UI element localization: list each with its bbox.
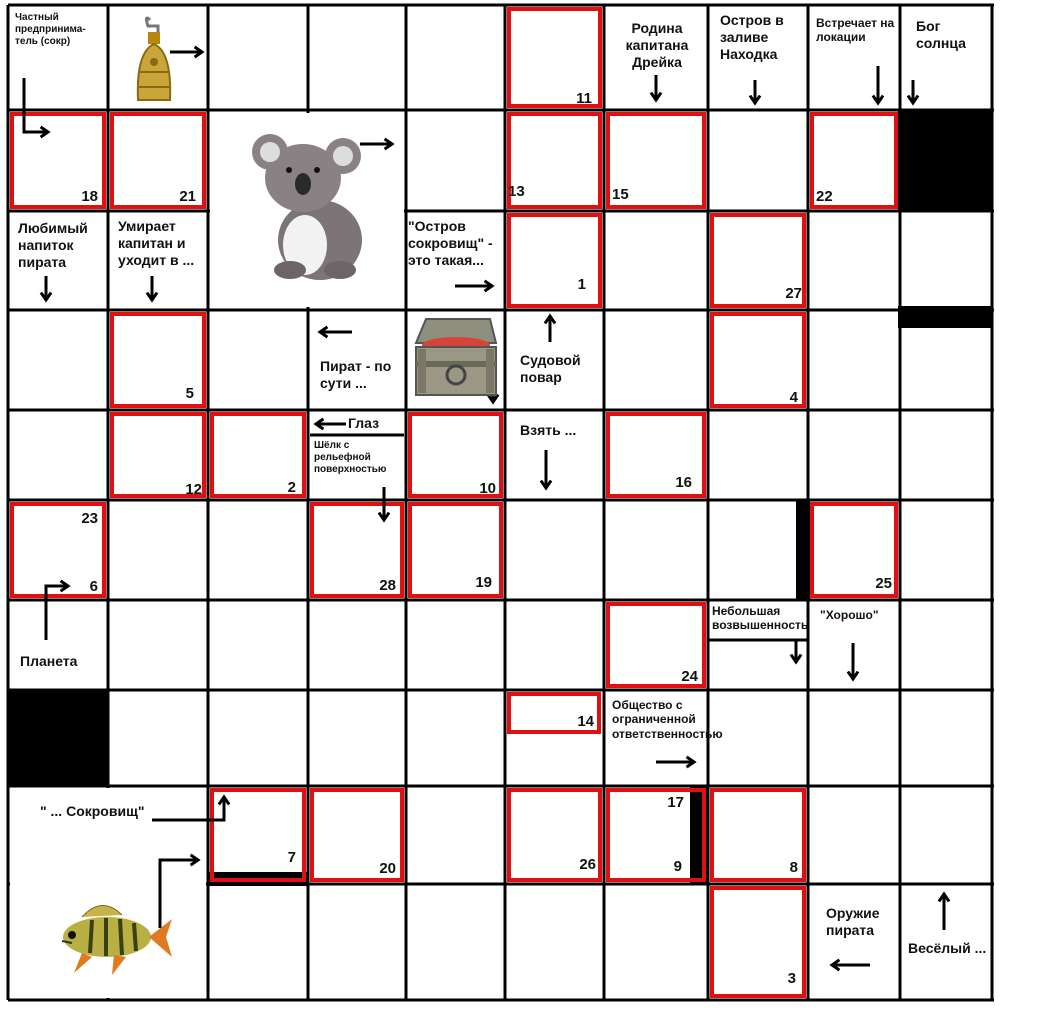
cell-number-8: 8 — [789, 859, 798, 876]
clue-good: "Хорошо" — [820, 608, 879, 622]
cell-number-14: 14 — [577, 713, 594, 730]
clue-drake-homeland: Родина капитана Дрейка — [625, 20, 689, 70]
clue-treasure-island: "Остров сокровищ" - это такая... — [408, 218, 493, 268]
clue-small-hill: Небольшая возвышенность — [712, 604, 809, 633]
cell-number-2: 2 — [287, 479, 296, 496]
cell-number-7: 7 — [287, 849, 296, 866]
clue-meets-at-location: Встречает на локации — [816, 16, 895, 45]
cell-number-27: 27 — [785, 285, 802, 302]
clue-embossed-silk: Шёлк с рельефной поверхностью — [314, 440, 387, 475]
cell-number-17: 17 — [667, 794, 684, 811]
answer-cell — [509, 215, 600, 306]
cell-number-28: 28 — [379, 577, 396, 594]
clue-ship-cook: Судовой повар — [520, 352, 581, 385]
cell-number-9: 9 — [673, 858, 682, 875]
clue-treasures: " ... Сокровищ" — [40, 803, 145, 819]
cell-number-25: 25 — [875, 575, 892, 592]
cell-number-13: 13 — [508, 183, 525, 200]
cell-number-5: 5 — [185, 385, 194, 402]
cell-number-26: 26 — [579, 856, 596, 873]
cell-number-21: 21 — [179, 188, 196, 205]
perch-fish-icon — [52, 895, 174, 985]
cell-number-12: 12 — [185, 481, 202, 498]
clue-captain-dies: Умирает капитан и уходит в ... — [118, 218, 195, 268]
clue-planet: Планета — [20, 653, 78, 669]
clue-eye: Глаз — [348, 415, 380, 431]
cell-number-24: 24 — [681, 668, 698, 685]
cell-number-22: 22 — [816, 188, 833, 205]
arrow-icon — [710, 640, 796, 662]
clue-pirate-essence: Пират - по сути ... — [320, 358, 392, 391]
cell-number-23: 23 — [81, 510, 98, 527]
cell-number-18: 18 — [81, 188, 98, 205]
clue-jolly: Весёлый ... — [908, 940, 987, 956]
cell-number-16: 16 — [675, 474, 692, 491]
blocked-cell — [898, 111, 992, 211]
cell-number-19: 19 — [475, 574, 492, 591]
arrow-icon — [24, 78, 48, 132]
clue-take: Взять ... — [520, 422, 577, 438]
koala-icon — [245, 120, 375, 285]
clue-llc: Общество с ограниченной ответственностью — [612, 698, 723, 741]
cell-number-15: 15 — [612, 186, 629, 203]
clue-entrepreneur: Частный предпринима-тель (сокр) — [15, 12, 86, 47]
blocked-cell — [8, 690, 108, 786]
cell-number-3: 3 — [787, 970, 796, 987]
clue-island-nakhodka: Остров в заливе Находка — [720, 12, 784, 62]
cell-number-1: 1 — [577, 276, 586, 293]
cell-number-6: 6 — [89, 578, 98, 595]
cell-number-20: 20 — [379, 860, 396, 877]
clue-pirate-weapon: Оружие пирата — [826, 905, 880, 938]
answer-cell — [212, 790, 304, 880]
cell-number-11: 11 — [576, 90, 592, 107]
clue-sun-god: Бог солнца — [916, 18, 966, 51]
cell-number-4: 4 — [789, 389, 798, 406]
bell-icon — [128, 12, 178, 106]
treasure-chest-icon — [410, 313, 500, 403]
clue-pirate-drink: Любимый напиток пирата — [18, 220, 88, 270]
cell-number-10: 10 — [479, 480, 496, 497]
